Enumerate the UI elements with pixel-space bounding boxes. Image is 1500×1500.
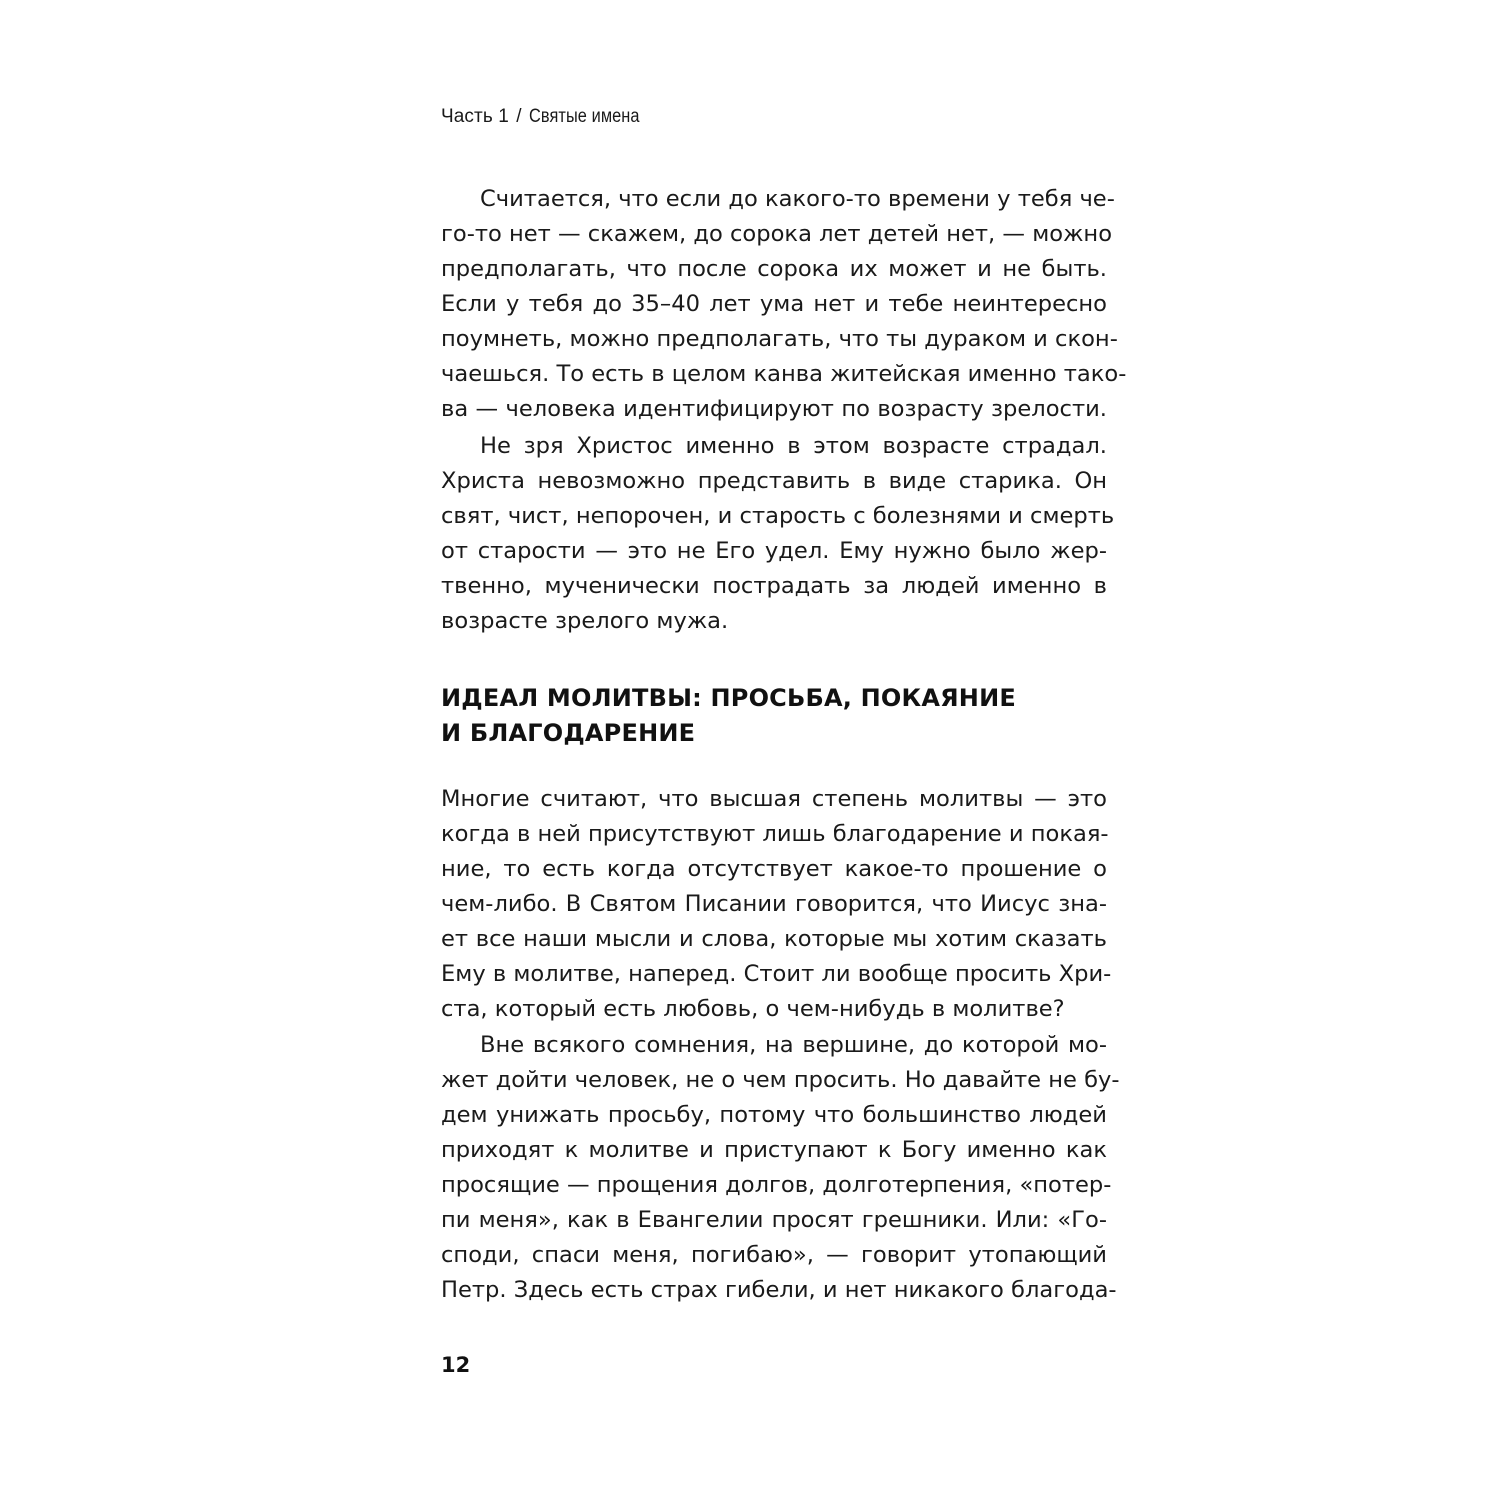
running-head-part: Часть 1 bbox=[441, 106, 509, 127]
paragraph2-line: свят, чист, непорочен, и старость с болезнями и смерть bbox=[441, 503, 1115, 529]
paragraph2-line: возрасте зрелого мужа. bbox=[441, 608, 729, 634]
paragraph4-line: просящие — прощения долгов, долготерпения, «потер- bbox=[441, 1172, 1112, 1198]
paragraph1-line: Если у тебя до 35–40 лет ума нет и тебе неинтересно bbox=[441, 291, 1107, 317]
paragraph2-line: Не зря Христос именно в этом возрасте страдал. bbox=[480, 433, 1107, 459]
paragraph4-line: дем унижать просьбу, потому что большинство людей bbox=[441, 1102, 1107, 1128]
paragraph3-line: Многие считают, что высшая степень молитвы — это bbox=[441, 786, 1107, 812]
paragraph4-line: споди, спаси меня, погибаю», — говорит утопающий bbox=[441, 1242, 1107, 1268]
paragraph3-line: ста, который есть любовь, о чем-нибудь в молитве? bbox=[441, 996, 1065, 1022]
section-heading-line2: И БЛАГОДАРЕНИЕ bbox=[441, 719, 696, 747]
paragraph3-line: ет все наши мысли и слова, которые мы хотим сказать bbox=[441, 926, 1107, 952]
paragraph4-line: Вне всякого сомнения, на вершине, до которой мо- bbox=[480, 1032, 1107, 1058]
page-number: 12 bbox=[441, 1353, 471, 1377]
paragraph4-line: Петр. Здесь есть страх гибели, и нет никакого благода- bbox=[441, 1277, 1117, 1303]
running-head-title: Святые имена bbox=[529, 106, 640, 127]
paragraph3-line: когда в ней присутствуют лишь благодарение и покая- bbox=[441, 821, 1109, 847]
paragraph1-line: Считается, что если до какого-то времени у тебя че- bbox=[480, 186, 1115, 212]
paragraph1-line: ва — человека идентифицируют по возрасту зрелости. bbox=[441, 396, 1107, 422]
paragraph3-line: чем-либо. В Святом Писании говорится, что Иисус зна- bbox=[441, 891, 1107, 917]
running-head bbox=[441, 106, 658, 128]
paragraph2-line: твенно, мученически пострадать за людей именно в bbox=[441, 573, 1107, 599]
paragraph3-line: Ему в молитве, наперед. Стоит ли вообще просить Хри- bbox=[441, 961, 1112, 987]
paragraph1-line: чаешься. То есть в целом канва житейская именно тако- bbox=[441, 361, 1127, 387]
paragraph2-line: от старости — это не Его удел. Ему нужно было жер- bbox=[441, 538, 1107, 564]
paragraph2-line: Христа невозможно представить в виде старика. Он bbox=[441, 468, 1107, 494]
paragraph1-line: поумнеть, можно предполагать, что ты дураком и скон- bbox=[441, 326, 1118, 352]
paragraph4-line: приходят к молитве и приступают к Богу именно как bbox=[441, 1137, 1107, 1163]
paragraph3-line: ние, то есть когда отсутствует какое-то прошение о bbox=[441, 856, 1107, 882]
paragraph4-line: жет дойти человек, не о чем просить. Но давайте не бу- bbox=[441, 1067, 1120, 1093]
paragraph1-line: го-то нет — скажем, до сорока лет детей нет, — можно bbox=[441, 221, 1113, 247]
running-head-separator: / bbox=[516, 106, 522, 127]
paragraph1-line: предполагать, что после сорока их может и не быть. bbox=[441, 256, 1107, 282]
section-heading-line1: ИДЕАЛ МОЛИТВЫ: ПРОСЬБА, ПОКАЯНИЕ bbox=[441, 684, 1016, 712]
paragraph4-line: пи меня», как в Евангелии просят грешники. Или: «Го- bbox=[441, 1207, 1107, 1233]
